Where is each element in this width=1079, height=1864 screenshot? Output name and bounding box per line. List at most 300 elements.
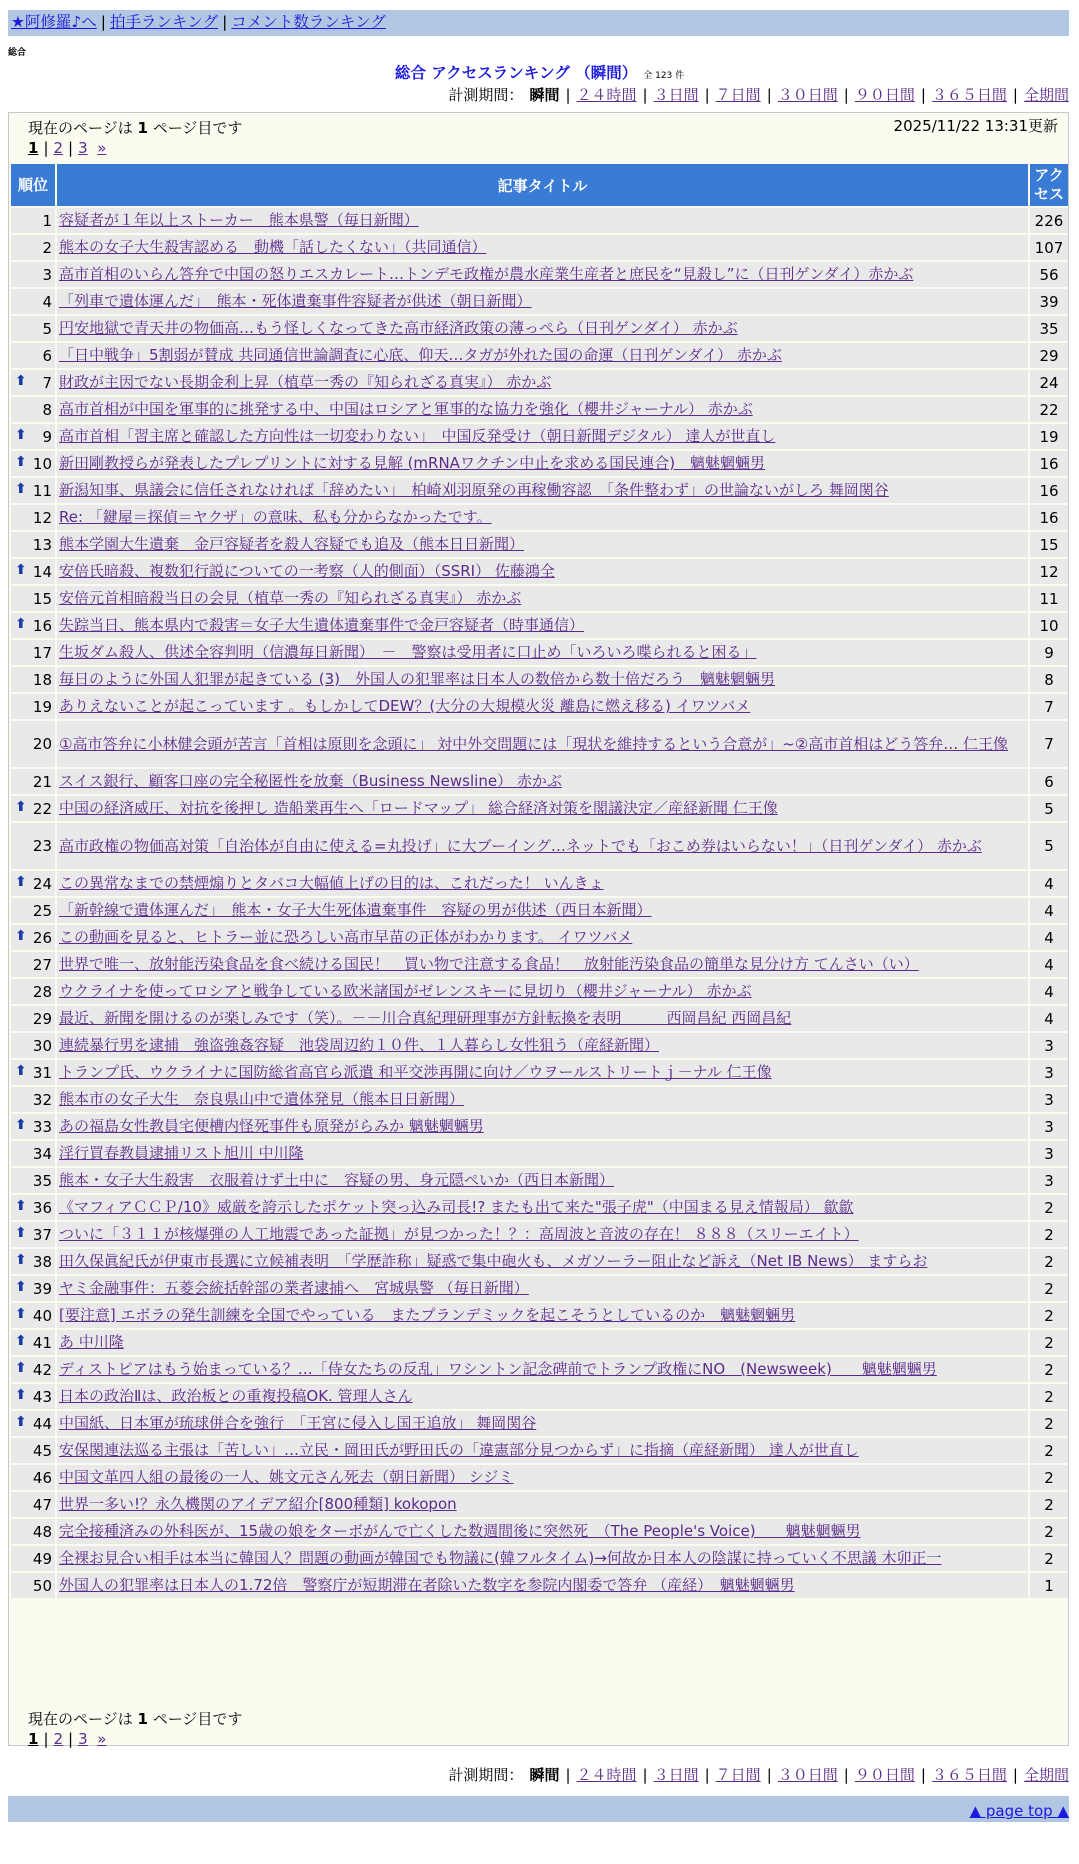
article-link[interactable]: ウクライナを使ってロシアと戦争している欧米諸国がゼレンスキーに見切り（櫻井ジャーナル） 赤かぶ	[59, 982, 752, 1000]
period-separator: |	[766, 86, 772, 104]
comment-ranking-link[interactable]: コメント数ランキング	[231, 13, 386, 31]
access-count: 3	[1030, 1087, 1068, 1112]
title-cell	[57, 925, 1028, 950]
rank-number: 23	[32, 837, 52, 855]
period-link[interactable]: ３日間	[653, 1766, 699, 1784]
table-row	[11, 1033, 1068, 1058]
title-cell	[57, 1384, 1028, 1409]
table-row	[11, 796, 1068, 821]
article-link[interactable]: ついに「３１１が核爆弾の人工地震であった証拠」が見つかった！？：高周波と音波の存在！ ８８８（スリーエイト）	[59, 1225, 859, 1243]
rank-cell	[11, 559, 55, 584]
article-link[interactable]: 財政が主因でない長期金利上昇（植草一秀の『知られざる真実』） 赤かぶ	[59, 373, 552, 391]
rank-up-arrow-icon: ⬆	[15, 427, 27, 443]
table-row	[11, 1573, 1068, 1598]
page-info-top	[28, 117, 242, 138]
pager-page-link[interactable]: 3	[78, 1730, 88, 1748]
rank-cell	[11, 979, 55, 1004]
table-row	[11, 1411, 1068, 1436]
rank-cell	[11, 1195, 55, 1220]
period-link[interactable]: ３日間	[653, 86, 699, 104]
access-count: 2	[1030, 1438, 1068, 1463]
title-cell	[57, 871, 1028, 896]
table-row	[11, 769, 1068, 794]
rank-number: 39	[32, 1279, 52, 1298]
table-row	[11, 289, 1068, 314]
article-link[interactable]: スイス銀行、顧客口座の完全秘匿性を放棄（Business Newsline） 赤かぶ	[59, 772, 562, 790]
page-info-suffix: ページ目です	[152, 119, 243, 137]
pager-next-link[interactable]: »	[97, 139, 107, 157]
title-cell	[57, 1087, 1028, 1112]
title-cell	[57, 343, 1028, 368]
table-row	[11, 1384, 1068, 1409]
article-link[interactable]: 熊本の女子大生殺害認める 動機「話したくない」（共同通信）	[59, 238, 487, 256]
rank-cell	[11, 898, 55, 923]
pager-page-link[interactable]: 3	[78, 139, 88, 157]
period-link[interactable]: ９０日間	[854, 86, 915, 104]
header-title: 記事タイトル	[57, 164, 1028, 206]
pager-page-link[interactable]: 2	[53, 139, 64, 157]
access-count: 2	[1030, 1519, 1068, 1544]
rank-up-arrow-icon: ⬆	[15, 1225, 27, 1241]
article-link[interactable]: 安保関連法巡る主張は「苦しい」…立民・岡田氏が野田氏の「違憲部分見つからず」に指摘（産経新聞） 達人が世直し	[59, 1441, 859, 1459]
article-link[interactable]: 高市首相のいらん答弁で中国の怒りエスカレート…トンデモ政権が農水産業生産者と庶民を“見殺し”に（日刊ゲンダイ）赤かぶ	[59, 265, 914, 283]
article-link[interactable]: 新潟知事、県議会に信任されなければ「辞めたい」 柏崎刈羽原発の再稼働容認 「条件整わず」の世論ないがしろ 舞岡関谷	[59, 481, 889, 499]
rank-number: 18	[32, 670, 52, 689]
rank-number: 3	[42, 265, 52, 284]
rank-number: 12	[32, 508, 52, 527]
section-label: 総合	[8, 48, 27, 58]
title-cell	[57, 532, 1028, 557]
rank-cell	[11, 871, 55, 896]
rank-cell	[11, 1222, 55, 1247]
access-count: 9	[1030, 640, 1068, 665]
table-row	[11, 925, 1068, 950]
article-link[interactable]: 連続暴行男を逮捕 強盗強姦容疑 池袋周辺約１０件、１人暮らし女性狙う（産経新聞）	[59, 1036, 660, 1054]
title-cell	[57, 316, 1028, 341]
page-heading	[0, 61, 1079, 83]
access-count: 4	[1030, 979, 1068, 1004]
rank-number: 25	[32, 901, 52, 920]
title-cell	[57, 721, 1028, 767]
rank-number: 21	[32, 772, 52, 791]
article-link[interactable]: あの福島女性教員宅便槽内怪死事件も原発がらみか 魑魅魍魎男	[59, 1117, 484, 1135]
rank-cell	[11, 1141, 55, 1166]
article-link[interactable]: 中国の経済威圧、対抗を後押し 造船業再生へ「ロードマップ」 総合経済対策を閣議決定／産経新聞 仁王像	[59, 799, 778, 817]
table-row	[11, 1519, 1068, 1544]
article-link[interactable]: 淫行買春教員逮捕リスト旭川 中川隆	[59, 1144, 304, 1162]
access-count: 3	[1030, 1033, 1068, 1058]
access-count: 2	[1030, 1195, 1068, 1220]
article-link[interactable]: 《マフィアＣＣＰ/10》威厳を誇示したポケット突っ込み司長!? またも出て来た"張子虎"（中国まる見え情報局） 歙歙	[59, 1198, 854, 1216]
rank-cell	[11, 1087, 55, 1112]
rank-number: 16	[32, 616, 52, 635]
period-label: 計測期間：	[448, 86, 524, 104]
rank-number: 6	[42, 346, 52, 365]
title-cell	[57, 952, 1028, 977]
rank-up-arrow-icon: ⬆	[15, 874, 27, 890]
rank-number: 13	[32, 535, 52, 554]
article-link[interactable]: 田久保眞紀氏が伊東市長選に立候補表明 「学歴詐称」疑惑で集中砲火も、メガソーラー阻止など訴え（Net IB News） ますらお	[59, 1252, 928, 1270]
rank-cell	[11, 505, 55, 530]
article-link[interactable]: 新田剛教授らが発表したプレプリントに対する見解 (mRNAワクチン中止を求める国民連合) 魑魅魍魎男	[59, 454, 766, 472]
period-separator: |	[843, 1766, 849, 1784]
article-link[interactable]: 世界一多い!？永久機関のアイデア紹介[800種類] kokopon	[59, 1495, 457, 1513]
table-row	[11, 451, 1068, 476]
access-count: 10	[1030, 613, 1068, 638]
rank-up-arrow-icon: ⬆	[15, 481, 27, 497]
access-count: 2	[1030, 1411, 1068, 1436]
table-row	[11, 1087, 1068, 1112]
page-info-number: 1	[137, 1710, 148, 1728]
rank-cell	[11, 532, 55, 557]
article-link[interactable]: ディストピアはもう始まっている？…「侍女たちの反乱」ワシントン記念碑前でトランプ政権にNO (Newsweek) 魑魅魍魎男	[59, 1360, 937, 1378]
article-link[interactable]: 熊本学園大生遺棄 金戸容疑者を殺人容疑でも追及（熊本日日新聞）	[59, 535, 525, 553]
title-cell	[57, 1438, 1028, 1463]
rank-up-arrow-icon: ⬆	[15, 1117, 27, 1133]
article-link[interactable]: 失踪当日、熊本県内で殺害＝女子大生遺体遺棄事件で金戸容疑者（時事通信）	[59, 616, 585, 634]
table-row	[11, 1330, 1068, 1355]
access-count: 11	[1030, 586, 1068, 611]
rank-number: 42	[32, 1360, 52, 1379]
table-row	[11, 952, 1068, 977]
article-link[interactable]: ①高市答弁に小林健会頭が苦言「首相は原則を念頭に」 対中外交問題には「現状を維持するという合意が」~②高市首相はどう答弁… 仁王像	[59, 735, 1009, 753]
pager-separator: |	[43, 139, 49, 157]
rank-cell	[11, 925, 55, 950]
access-count: 226	[1030, 208, 1068, 233]
period-separator: |	[704, 1766, 710, 1784]
applause-ranking-link[interactable]: 拍手ランキング	[110, 13, 219, 31]
period-separator: |	[1012, 86, 1018, 104]
rank-cell	[11, 262, 55, 287]
home-link[interactable]: ★阿修羅♪へ	[11, 13, 97, 31]
period-current: 瞬間	[529, 1766, 560, 1784]
period-separator: |	[1012, 1766, 1018, 1784]
rank-cell	[11, 694, 55, 719]
table-row	[11, 1303, 1068, 1328]
rank-cell	[11, 1060, 55, 1085]
title-cell	[57, 1330, 1028, 1355]
access-count: 4	[1030, 952, 1068, 977]
rank-number: 43	[32, 1387, 52, 1406]
rank-cell	[11, 343, 55, 368]
article-link[interactable]: あ 中川隆	[59, 1333, 124, 1351]
bottom-bar	[8, 1796, 1069, 1822]
rank-cell	[11, 1411, 55, 1436]
article-link[interactable]: ありえないことが起こっています 。もしかしてDEW？(大分の大規模火災 離島に燃え移る) イワツバメ	[59, 697, 751, 715]
rank-number: 24	[32, 874, 52, 893]
rank-number: 26	[32, 928, 52, 947]
title-cell	[57, 370, 1028, 395]
rank-cell	[11, 586, 55, 611]
period-link[interactable]: ２４時間	[576, 86, 637, 104]
page-top-link[interactable]: ▲ page top ▲	[969, 1802, 1069, 1820]
rank-number: 11	[32, 481, 52, 500]
access-count: 16	[1030, 505, 1068, 530]
access-count: 5	[1030, 796, 1068, 821]
rank-up-arrow-icon: ⬆	[15, 616, 27, 632]
title-cell	[57, 1006, 1028, 1031]
pager-page-link[interactable]: 2	[53, 1730, 64, 1748]
article-link[interactable]: 全裸お見合い相手は本当に韓国人？問題の動画が韓国でも物議に(韓フルタイム)→何故か日本人の陰謀に持っていく不思議 木卯正一	[59, 1549, 942, 1567]
article-link[interactable]: 円安地獄で青天井の物価高…もう怪しくなってきた高市経済政策の薄っぺら（日刊ゲンダイ） 赤かぶ	[59, 319, 738, 337]
period-separator: |	[565, 1766, 571, 1784]
pager-next-link[interactable]: »	[97, 1730, 107, 1748]
title-cell	[57, 1411, 1028, 1436]
rank-number: 37	[32, 1225, 52, 1244]
rank-cell	[11, 952, 55, 977]
period-link[interactable]: ３６５日間	[931, 86, 1007, 104]
article-link[interactable]: 熊本市の女子大生 奈良県山中で遺体発見（熊本日日新聞）	[59, 1090, 465, 1108]
article-link[interactable]: 日本の政治Ⅱは、政治板との重複投稿OK. 管理人さん	[59, 1387, 413, 1405]
rank-up-arrow-icon: ⬆	[15, 1063, 27, 1079]
table-row	[11, 979, 1068, 1004]
access-count: 16	[1030, 478, 1068, 503]
table-row	[11, 1249, 1068, 1274]
table-row	[11, 667, 1068, 692]
rank-up-arrow-icon: ⬆	[15, 928, 27, 944]
title-cell	[57, 478, 1028, 503]
article-link[interactable]: この異常なまでの禁煙煽りとタバコ大幅値上げの目的は、これだった！ いんきょ	[59, 874, 604, 892]
access-count: 1	[1030, 1573, 1068, 1598]
rank-cell	[11, 1438, 55, 1463]
page-info-bottom	[28, 1708, 242, 1729]
rank-cell	[11, 721, 55, 767]
table-row	[11, 397, 1068, 422]
access-count: 12	[1030, 559, 1068, 584]
article-link[interactable]: Re: 「鍵屋＝探偵＝ヤクザ」の意味、私も分からなかったです。	[59, 508, 492, 526]
period-selector-top	[448, 84, 1069, 105]
table-row	[11, 586, 1068, 611]
rank-cell	[11, 235, 55, 260]
rank-number: 41	[32, 1333, 52, 1352]
rank-number: 34	[32, 1144, 52, 1163]
access-count: 3	[1030, 1060, 1068, 1085]
table-row	[11, 1492, 1068, 1517]
access-count: 15	[1030, 532, 1068, 557]
access-count: 7	[1030, 694, 1068, 719]
title-cell	[57, 613, 1028, 638]
pagination-bottom	[28, 1730, 106, 1748]
rank-cell	[11, 1033, 55, 1058]
article-link[interactable]: 高市政権の物価高対策「自治体が自由に使える=丸投げ」に大ブーイング…ネットでも「おこめ券はいらない！」（日刊ゲンダイ） 赤かぶ	[59, 837, 982, 855]
article-link[interactable]: 安倍氏暗殺、複数犯行説についての一考察（人的側面）（SSRI） 佐藤鴻全	[59, 562, 555, 580]
article-link[interactable]: [要注意] エボラの発生訓練を全国でやっている またプランデミックを起こそうとしているのか 魑魅魍魎男	[59, 1306, 796, 1324]
rank-number: 44	[32, 1414, 52, 1433]
rank-cell	[11, 316, 55, 341]
rank-up-arrow-icon: ⬆	[15, 1333, 27, 1349]
article-link[interactable]: この動画を見ると、ヒトラー並に恐ろしい高市早苗の正体がわかります。 イワツバメ	[59, 928, 633, 946]
period-link[interactable]: ９０日間	[854, 1766, 915, 1784]
rank-cell	[11, 370, 55, 395]
access-count: 6	[1030, 769, 1068, 794]
rank-number: 38	[32, 1252, 52, 1271]
rank-number: 4	[42, 292, 52, 311]
article-link[interactable]: 外国人の犯罪率は日本人の1.72倍 警察庁が短期滞在者除いた数字を参院内閣委で答弁 （産経） 魑魅魍魎男	[59, 1576, 795, 1594]
access-count: 3	[1030, 1141, 1068, 1166]
article-link[interactable]: 熊本・女子大生殺害 衣服着けず土中に 容疑の男、身元隠ぺいか（西日本新聞）	[59, 1171, 615, 1189]
table-header-row	[11, 164, 1068, 206]
rank-number: 2	[42, 238, 52, 257]
nav-separator: |	[100, 13, 107, 31]
updated-timestamp: 2025/11/22 13:31更新	[893, 117, 1058, 135]
article-link[interactable]: 高市首相「習主席と確認した方向性は一切変わりない」 中国反発受け（朝日新聞デジタル） 達人が世直し	[59, 427, 776, 445]
rank-number: 29	[32, 1009, 52, 1028]
article-link[interactable]: 安倍元首相暗殺当日の会見（植草一秀の『知られざる真実』） 赤かぶ	[59, 589, 522, 607]
header-rank	[11, 164, 55, 206]
rank-number: 47	[32, 1495, 52, 1514]
title-cell	[57, 1357, 1028, 1382]
rank-up-arrow-icon: ⬆	[15, 1387, 27, 1403]
table-row	[11, 1465, 1068, 1490]
table-row	[11, 1006, 1068, 1031]
article-link[interactable]: 完全接種済みの外科医が、15歳の娘をターボがんで亡くした数週間後に突然死 （The People's Voice) 魑魅魍魎男	[59, 1522, 861, 1540]
rank-number: 46	[32, 1468, 52, 1487]
table-row	[11, 613, 1068, 638]
rank-up-arrow-icon: ⬆	[15, 1198, 27, 1214]
article-link[interactable]: 中国紙、日本軍が琉球併合を強行 「王宮に侵入し国王追放」 舞岡関谷	[59, 1414, 537, 1432]
access-count: 2	[1030, 1492, 1068, 1517]
title-cell	[57, 769, 1028, 794]
table-row	[11, 235, 1068, 260]
period-separator: |	[642, 1766, 648, 1784]
access-count: 2	[1030, 1330, 1068, 1355]
period-current: 瞬間	[529, 86, 560, 104]
access-count: 35	[1030, 316, 1068, 341]
title-cell	[57, 1276, 1028, 1301]
article-link[interactable]: 高市首相が中国を軍事的に挑発する中、中国はロシアと軍事的な協力を強化（櫻井ジャーナル） 赤かぶ	[59, 400, 753, 418]
rank-cell	[11, 1384, 55, 1409]
access-count: 107	[1030, 235, 1068, 260]
title-cell	[57, 898, 1028, 923]
access-count: 7	[1030, 721, 1068, 767]
title-cell	[57, 1195, 1028, 1220]
rank-number: 15	[32, 589, 52, 608]
title-cell	[57, 1303, 1028, 1328]
rank-up-arrow-icon: ⬆	[15, 1279, 27, 1295]
header-access-label: アクセス	[1034, 166, 1065, 203]
title-cell	[57, 823, 1028, 869]
rank-number: 5	[42, 319, 52, 338]
article-link[interactable]: 世界で唯一、放射能汚染食品を食べ続ける国民！ 買い物で注意する食品！ 放射能汚染食品の簡単な見分け方 てんさい（い）	[59, 955, 919, 973]
table-row	[11, 1546, 1068, 1571]
access-count: 29	[1030, 343, 1068, 368]
article-link[interactable]: ヤミ金融事件：五菱会統括幹部の業者逮捕へ 宮城県警 （毎日新聞）	[59, 1279, 529, 1297]
period-link[interactable]: ３６５日間	[931, 1766, 1007, 1784]
period-selector-bottom	[448, 1764, 1069, 1785]
table-row	[11, 370, 1068, 395]
rank-up-arrow-icon: ⬆	[15, 562, 27, 578]
period-link[interactable]: 全期間	[1023, 1766, 1069, 1784]
access-count: 3	[1030, 1114, 1068, 1139]
title-cell	[57, 979, 1028, 1004]
article-link[interactable]: 生坂ダム殺人、供述全容判明（信濃毎日新聞） － 警察は受用者に口止め「いろいろ喋られると困る」	[59, 643, 757, 661]
rank-cell	[11, 1492, 55, 1517]
rank-number: 48	[32, 1522, 52, 1541]
title-cell	[57, 1573, 1028, 1598]
page-title: 総合 アクセスランキング （瞬間）	[394, 64, 638, 82]
rank-up-arrow-icon: ⬆	[15, 799, 27, 815]
title-cell	[57, 1141, 1028, 1166]
ranking-table	[9, 162, 1070, 1600]
article-link[interactable]: 最近、新聞を開けるのが楽しみです（笑）。－－川合真紀理研理事が方針転換を表明 西岡昌紀 西岡昌紀	[59, 1009, 792, 1027]
access-count: 4	[1030, 1006, 1068, 1031]
access-count: 24	[1030, 370, 1068, 395]
article-link[interactable]: 中国文革四人組の最後の一人、姚文元さん死去（朝日新聞） シジミ	[59, 1468, 514, 1486]
rank-number: 17	[32, 643, 52, 662]
period-link[interactable]: ２４時間	[576, 1766, 637, 1784]
rank-cell	[11, 1249, 55, 1274]
period-link[interactable]: ３０日間	[777, 1766, 838, 1784]
title-cell	[57, 694, 1028, 719]
period-link[interactable]: ３０日間	[777, 86, 838, 104]
access-count: 2	[1030, 1465, 1068, 1490]
table-row	[11, 424, 1068, 449]
period-separator: |	[565, 86, 571, 104]
period-link[interactable]: 全期間	[1023, 86, 1069, 104]
period-separator: |	[704, 86, 710, 104]
page-info-prefix: 現在のページは	[28, 119, 133, 137]
table-row	[11, 898, 1068, 923]
pager-separator: |	[43, 1730, 49, 1748]
article-link[interactable]: 「日中戦争」5割弱が賛成 共同通信世論調査に心底、仰天…タガが外れた国の命運（日刊ゲンダイ） 赤かぶ	[59, 346, 782, 364]
table-row	[11, 1141, 1068, 1166]
table-row	[11, 316, 1068, 341]
nav-separator: |	[222, 13, 228, 31]
ranking-panel	[8, 112, 1069, 1746]
article-link[interactable]: 容疑者が１年以上ストーカー 熊本県警（毎日新聞）	[59, 211, 419, 229]
rank-number: 1	[42, 211, 52, 230]
rank-up-arrow-icon: ⬆	[15, 1306, 27, 1322]
period-link[interactable]: ７日間	[715, 86, 761, 104]
title-cell	[57, 289, 1028, 314]
article-link[interactable]: 毎日のように外国人犯罪が起きている (3) 外国人の犯罪率は日本人の数倍から数十倍だろう 魑魅魍魎男	[59, 670, 776, 688]
rank-number: 10	[32, 454, 52, 473]
title-cell	[57, 451, 1028, 476]
article-link[interactable]: 「新幹線で遺体運んだ」 熊本・女子大生死体遺棄事件 容疑の男が供述（西日本新聞）	[59, 901, 652, 919]
title-cell	[57, 1060, 1028, 1085]
rank-up-arrow-icon: ⬆	[15, 1252, 27, 1268]
table-row	[11, 871, 1068, 896]
rank-cell	[11, 1168, 55, 1193]
rank-cell	[11, 1006, 55, 1031]
access-count: 39	[1030, 289, 1068, 314]
period-link[interactable]: ７日間	[715, 1766, 761, 1784]
title-cell	[57, 1222, 1028, 1247]
table-row	[11, 721, 1068, 767]
table-row	[11, 1168, 1068, 1193]
access-count: 2	[1030, 1249, 1068, 1274]
table-row	[11, 343, 1068, 368]
rank-cell	[11, 640, 55, 665]
rank-cell	[11, 451, 55, 476]
access-count: 16	[1030, 451, 1068, 476]
title-cell	[57, 667, 1028, 692]
access-count: 5	[1030, 823, 1068, 869]
title-cell	[57, 424, 1028, 449]
pagination-top	[28, 139, 106, 157]
table-row	[11, 1438, 1068, 1463]
rank-number: 31	[32, 1063, 52, 1082]
rank-number: 50	[32, 1576, 52, 1595]
rank-number: 40	[32, 1306, 52, 1325]
period-separator: |	[843, 86, 849, 104]
article-link[interactable]: トランプ氏、ウクライナに国防総省高官ら派遣 和平交渉再開に向け／ウヲールストリートｊ－ナル 仁王像	[59, 1063, 772, 1081]
pager-current-page: 1	[28, 1730, 39, 1748]
rank-cell	[11, 613, 55, 638]
period-label: 計測期間：	[448, 1766, 524, 1784]
access-count: 8	[1030, 667, 1068, 692]
article-link[interactable]: 「列車で遺体運んだ」 熊本・死体遺棄事件容疑者が供述（朝日新聞）	[59, 292, 532, 310]
